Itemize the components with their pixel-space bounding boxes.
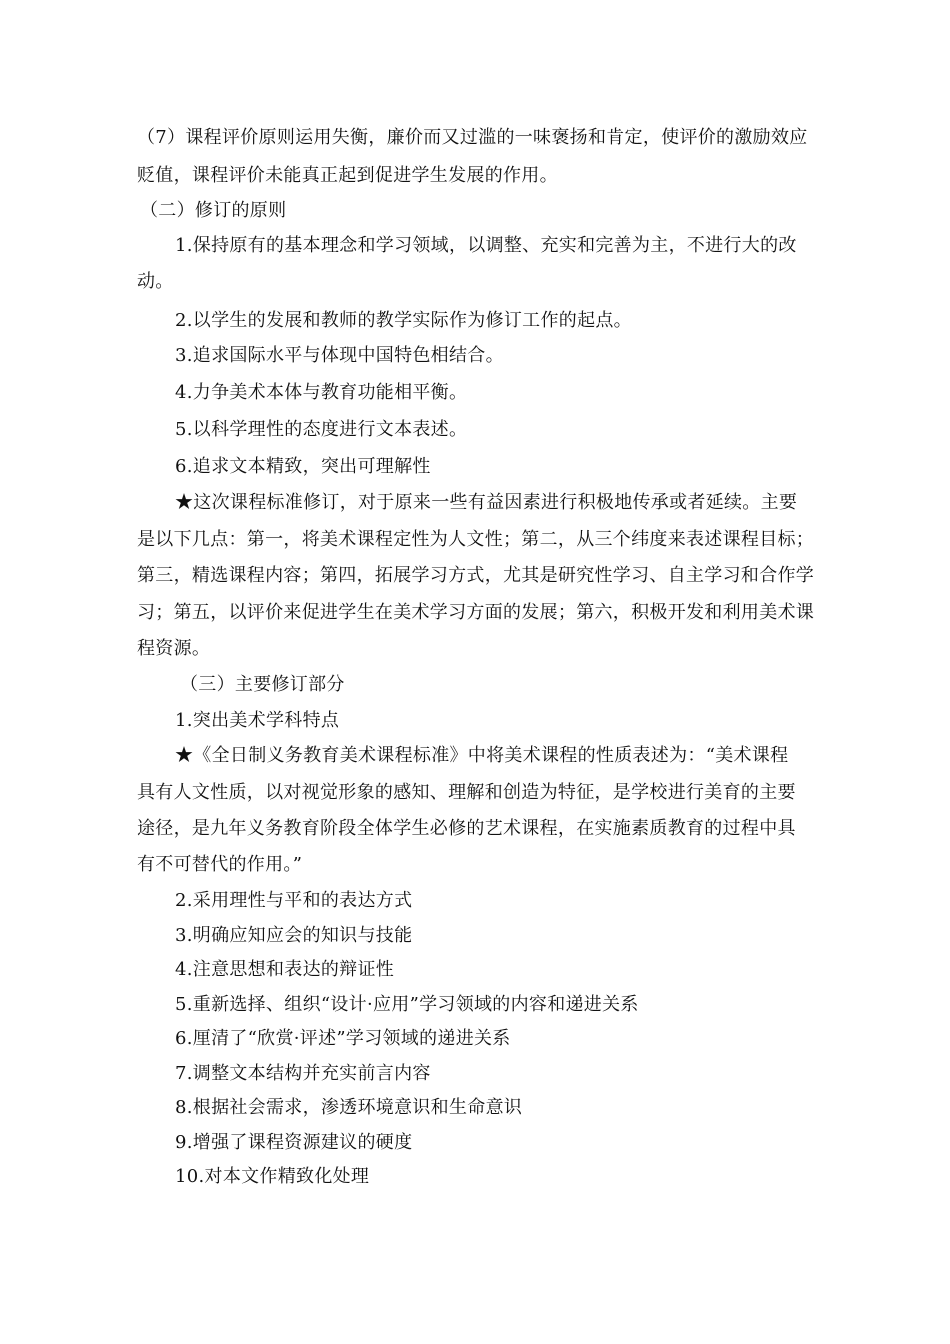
- text-line: 程资源。: [137, 638, 211, 659]
- text-line: 途径，是九年义务教育阶段全体学生必修的艺术课程，在实施素质教育的过程中具: [137, 818, 796, 839]
- list-item: 3.追求国际水平与体现中国特色相结合。: [175, 345, 504, 366]
- section-heading: （二）修订的原则: [140, 200, 287, 221]
- list-item: 6.追求文本精致，突出可理解性: [175, 456, 431, 477]
- list-item: 7.调整文本结构并充实前言内容: [175, 1063, 431, 1084]
- list-item: 5.重新选择、组织“设计·应用”学习领域的内容和递进关系: [175, 994, 639, 1015]
- list-item: 9.增强了课程资源建议的硬度: [175, 1132, 413, 1153]
- section-heading: （三）主要修订部分: [180, 674, 345, 695]
- text-line: 有不可替代的作用。”: [137, 854, 303, 875]
- text-line: 具有人文性质，以对视觉形象的感知、理解和创造为特征，是学校进行美育的主要: [137, 782, 796, 803]
- text-line: ★《全日制义务教育美术课程标准》中将美术课程的性质表述为：“美术课程: [175, 745, 789, 766]
- list-item: 5.以科学理性的态度进行文本表述。: [175, 419, 468, 440]
- list-item: 8.根据社会需求，渗透环境意识和生命意识: [175, 1097, 523, 1118]
- list-item: 3.明确应知应会的知识与技能: [175, 925, 413, 946]
- list-item: 10.对本文作精致化处理: [175, 1166, 370, 1187]
- text-line: ★这次课程标准修订，对于原来一些有益因素进行积极地传承或者延续。主要: [175, 492, 798, 513]
- list-item: 2.以学生的发展和教师的教学实际作为修订工作的起点。: [175, 310, 632, 331]
- list-item: 6.厘清了“欣赏·评述”学习领域的递进关系: [175, 1028, 511, 1049]
- list-item: 2.采用理性与平和的表达方式: [175, 890, 413, 911]
- text-line: 习；第五，以评价来促进学生在美术学习方面的发展；第六，积极开发和利用美术课: [137, 602, 815, 623]
- text-line: （7）课程评价原则运用失衡，廉价而又过滥的一味褒扬和肯定，使评价的激励效应: [137, 127, 808, 148]
- list-item: 4.注意思想和表达的辩证性: [175, 959, 395, 980]
- text-line: 第三，精选课程内容；第四，拓展学习方式，尤其是研究性学习、自主学习和合作学: [137, 565, 815, 586]
- text-line: 贬值，课程评价未能真正起到促进学生发展的作用。: [137, 165, 558, 186]
- list-item: 4.力争美术本体与教育功能相平衡。: [175, 382, 468, 403]
- text-line: 动。: [137, 271, 174, 292]
- text-line: 是以下几点：第一，将美术课程定性为人文性；第二，从三个纬度来表述课程目标；: [137, 529, 815, 550]
- list-item: 1.保持原有的基本理念和学习领域，以调整、充实和完善为主，不进行大的改: [175, 235, 797, 256]
- list-item: 1.突出美术学科特点: [175, 710, 340, 731]
